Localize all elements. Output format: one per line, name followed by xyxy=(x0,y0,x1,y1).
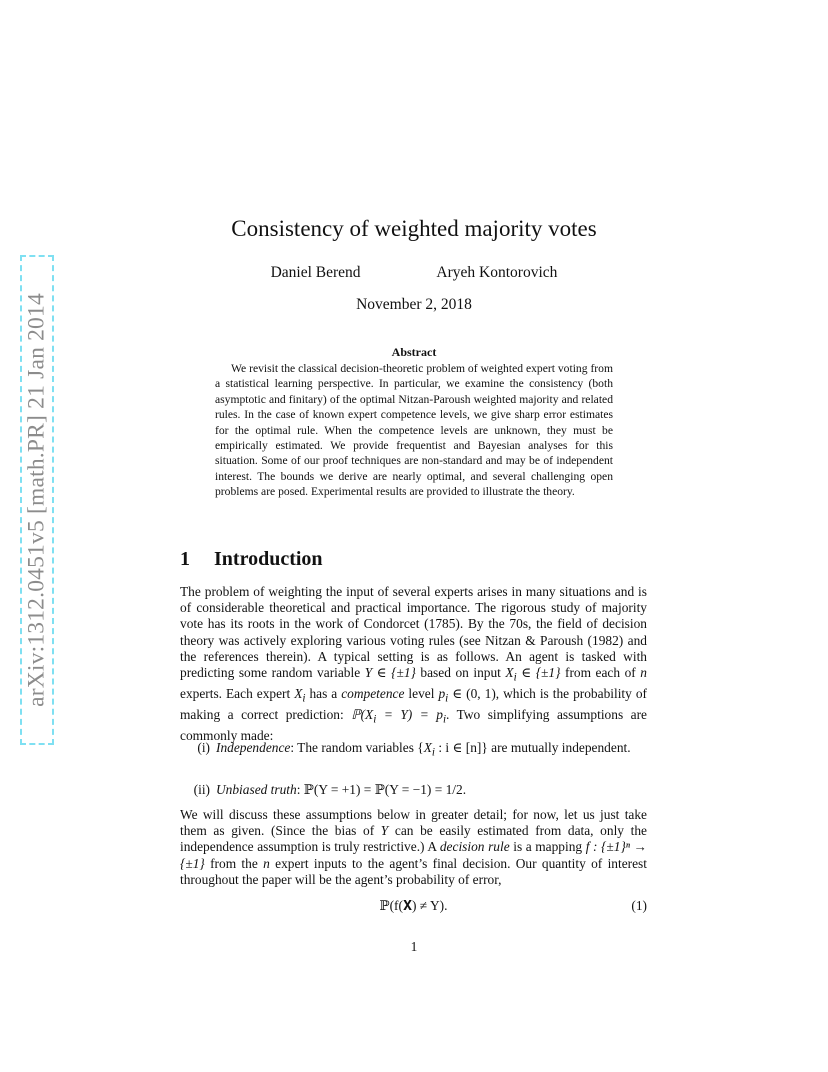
section-title: Introduction xyxy=(214,548,323,570)
equation-number: (1) xyxy=(631,898,647,913)
item-label: (i) xyxy=(197,740,210,755)
intro-paragraph-2: We will discuss these assumptions below in greater detail; for now, let us just take them as given. (Since the bias of Y can be easily estimated from data, only the independence assumption is truly restrictive.) A decision rule is a mapping f : {±1}ⁿ → {±1} from the n expert inputs to the agent’s final decision. Our quantity of interest throughout the paper will be the agent’s probability of error, xyxy=(180,807,647,887)
abstract-heading: Abstract xyxy=(391,345,437,359)
assumption-list-item: (i) Independence: The random variables {$X_i$ : i ∈ [n]} are mutually independent. xyxy=(180,740,647,761)
author-name: Daniel Berend xyxy=(270,264,361,281)
section-number: 1 xyxy=(180,548,190,570)
paper-date: November 2, 2018 xyxy=(356,296,472,313)
item-term: Independence xyxy=(216,740,291,755)
page-number: 1 xyxy=(410,939,418,954)
assumption-list-item: (ii) Unbiased truth: ℙ(Y = +1) = ℙ(Y = −1) = 1/2. xyxy=(180,782,647,798)
item-term: Unbiased truth xyxy=(216,782,297,797)
section-heading xyxy=(180,548,323,571)
display-equation xyxy=(180,898,647,914)
intro-paragraph-1: The problem of weighting the input of several experts arises in many situations and is of considerable theoretical and practical importance. The rigorous study of majority vote has its roots in the work of Condorcet (1785). By the 70s, the field of decision theory was actively exploring various voting rules (see Nitzan & Paroush (1982) and the references therein). A typical setting is as follows. An agent is tasked with predicting some random variable Y ∈ {±1} based on input $X_i$ ∈ {±1} from each of n experts. Each expert $X_i$ has a competence level $p_i$ ∈ (0, 1), which is the probability of making a correct prediction: $ℙ(X_i = Y) = p_i$. Two simplifying assumptions are commonly made: xyxy=(180,584,647,743)
author-list xyxy=(0,264,828,282)
equation-expression: ℙ(f(𝐗) ≠ Y). xyxy=(379,898,448,913)
arxiv-identifier[interactable]: arXiv:1312.0451v5 [math.PR] 21 Jan 2014 xyxy=(23,293,50,707)
author-name: Aryeh Kontorovich xyxy=(436,264,558,281)
item-label: (ii) xyxy=(193,782,210,797)
paper-title: Consistency of weighted majority votes xyxy=(231,216,597,241)
abstract-text: We revisit the classical decision-theoretic problem of weighted expert voting from a statistical learning perspective. In particular, we examine the consistency (both asymptotic and finitary) of the optimal Nitzan-Paroush weighted majority and related rules. In the case of known expert competence levels, we give sharp error estimates for the optimal rule. When the competence levels are unknown, they must be empirically estimated. We provide frequentist and Bayesian analyses for this situation. Some of our proof techniques are non-standard and may be of independent interest. The bounds we derive are nearly optimal, and several challenging open problems are posed. Experimental results are provided to illustrate the theory. xyxy=(215,362,613,499)
